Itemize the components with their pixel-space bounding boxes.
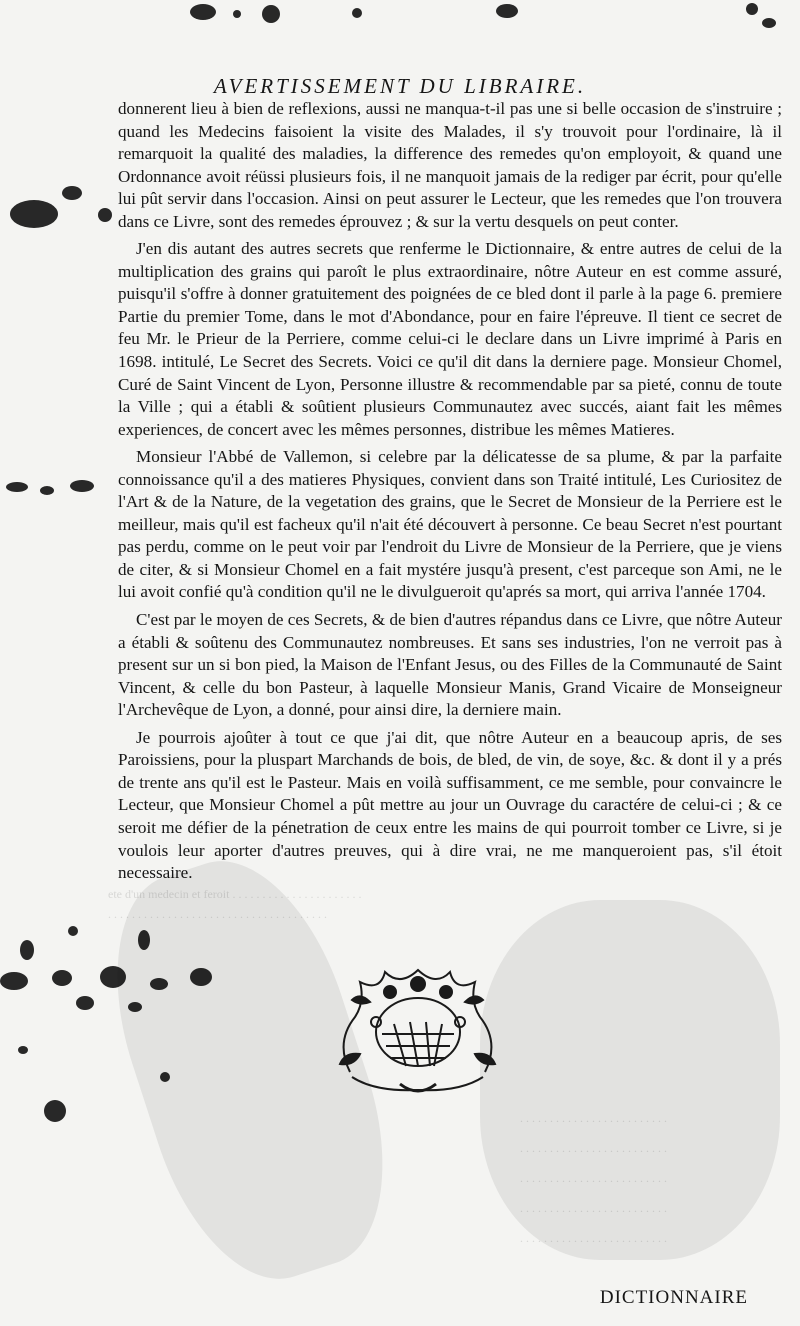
ink-blot xyxy=(62,186,82,200)
paragraph: Je pourrois ajoûter à tout ce que j'ai dit, que nôtre Auteur en a beaucoup apris, de ses Paroissiens, pour la pluspart Marchands de bois, de bled, de vin, de soye, &c. & dont il y a prés de trente ans qu'il est le Pasteur. Mais en voilà suffisamment, ce me semble, pour convaincre le Lecteur, que Monsieur Chomel a pût mettre au jour un Ouvrage du caractére de celui-ci ; & ce seroit me défier de la pénetration de ceux entre les mains de qui pourroit tomber ce Livre, si je voulois leur aporter d'autres preuves, qui à dire vrai, ne me manqueroient pas, s'il étoit necessaire. xyxy=(118,727,782,883)
show-through-text: ete d'un medecin et feroit . . . . . . . . . . . . . . . . . . . . . . xyxy=(108,887,362,901)
ink-blot xyxy=(18,1046,28,1054)
ink-blot xyxy=(20,940,34,960)
ink-blot xyxy=(262,5,280,23)
ink-blot xyxy=(40,486,54,495)
ink-blot xyxy=(762,18,776,28)
show-through-text: . . . . . . . . . . . . . . . . . . . . . . . . . xyxy=(520,1141,667,1155)
ink-blot xyxy=(6,482,28,492)
ink-blot xyxy=(746,3,758,15)
ink-blot xyxy=(352,8,362,18)
text-block xyxy=(118,98,782,885)
ink-blot xyxy=(10,200,58,228)
paragraph: C'est par le moyen de ces Secrets, & de bien d'autres répandus dans ce Livre, que nôtre Auteur a établi & soûtenu des Communautez nombreuses. Et sans ses industries, l'on ne verroit pas à present sur un si bon pied, la Maison de l'Enfant Jesus, ou des Filles de la Communauté de Saint Vincent, & celle du bon Pasteur, à laquelle Monsieur Manis, Grand Vicaire de Monseigneur l'Archevêque de Lyon, a donné, pour ainsi dire, la derniere main. xyxy=(118,610,782,720)
ink-blot xyxy=(76,996,94,1010)
floral-basket-ornament-icon xyxy=(330,962,505,1100)
ink-blot xyxy=(70,480,94,492)
ink-blot xyxy=(52,970,72,986)
catchword: DICTIONNAIRE xyxy=(599,1287,748,1308)
ink-blot xyxy=(68,926,78,936)
ink-blot xyxy=(233,10,241,18)
show-through-text: . . . . . . . . . . . . . . . . . . . . . . . . . xyxy=(520,1111,667,1125)
ink-blot xyxy=(44,1100,66,1122)
ink-blot xyxy=(98,208,112,222)
show-through-text: . . . . . . . . . . . . . . . . . . . . . . . . . xyxy=(520,1231,667,1245)
paragraph: Monsieur l'Abbé de Vallemon, si celebre par la délicatesse de sa plume, & par la parfaite connoissance qu'il a des matieres Physiques, convient dans son Traité intitulé, Les Curiositez de l'Art & de la Nature, de la vegetation des grains, que le Secret de Monsieur de la Perriere est le meilleur, mais qu'il est facheux qu'il n'ait été découvert à personne. Ce beau Secret n'est pourtant pas perdu, comme on le peut voir par l'endroit du Livre de Monsieur de la Perriere, que je viens de citer, & si Monsieur Chomel en a fait mystére jusqu'à present, c'est parceque son Ami, ne le lui avoit confié qu'à condition qu'il ne le divulgueroit qu'aprés sa mort, qui arriva l'année 1704. xyxy=(118,447,782,602)
running-header: AVERTISSEMENT DU LIBRAIRE. xyxy=(213,74,587,98)
show-through-text: . . . . . . . . . . . . . . . . . . . . . . . . . . . . . . . . . . . . . xyxy=(108,907,327,921)
ink-blot xyxy=(190,4,216,20)
paragraph: donnerent lieu à bien de reflexions, aussi ne manqua-t-il pas une si belle occasion de s'instruire ; quand les Medecins faisoient la visite des Malades, il s'y trouvoit pour l'ordinaire, là il remarquoit la qualité des maladies, la difference des remedes qu'on employoit, & quand une Ordonnance avoit réüssi plusieurs fois, il ne manquoit jamais de la rediger par écrit, pour qu'elle lui pût servir dans l'occasion. Ainsi on peut assurer le Lecteur, que les remedes que l'on trouvera dans ce Livre, sont des remedes éprouvez ; & sur la vertu desquels on peut conter. xyxy=(118,99,782,231)
ink-blot xyxy=(496,4,518,18)
show-through-text: . . . . . . . . . . . . . . . . . . . . . . . . . xyxy=(520,1201,667,1215)
show-through-text: . . . . . . . . . . . . . . . . . . . . . . . . . xyxy=(520,1171,667,1185)
paragraph: J'en dis autant des autres secrets que renferme le Dictionnaire, & entre autres de celui de la multiplication des grains qui paroît le plus extraordinaire, nôtre Auteur en est comme assuré, puisqu'il s'offre à donner gratuitement des poignées de ce bled dont il parle à la page 6. premiere Partie du premier Tome, dans le mot d'Abondance, pour en faire l'épreuve. Il tient ce secret de feu Mr. le Prieur de la Perriere, comme celui-ci le declare dans un Livre imprimé à Paris en 1698. intitulé, Le Secret des Secrets. Voici ce qu'il dit dans la derniere page. Monsieur Chomel, Curé de Saint Vincent de Lyon, Personne illustre & recommendable par sa pieté, connu de toute la Ville ; qui a établi & soûtient plusieurs Communautez avec succés, aiant fait les mêmes experiences, de concert avec les mêmes personnes, distribue les mêmes Matieres. xyxy=(118,239,782,439)
ink-blot xyxy=(0,972,28,990)
